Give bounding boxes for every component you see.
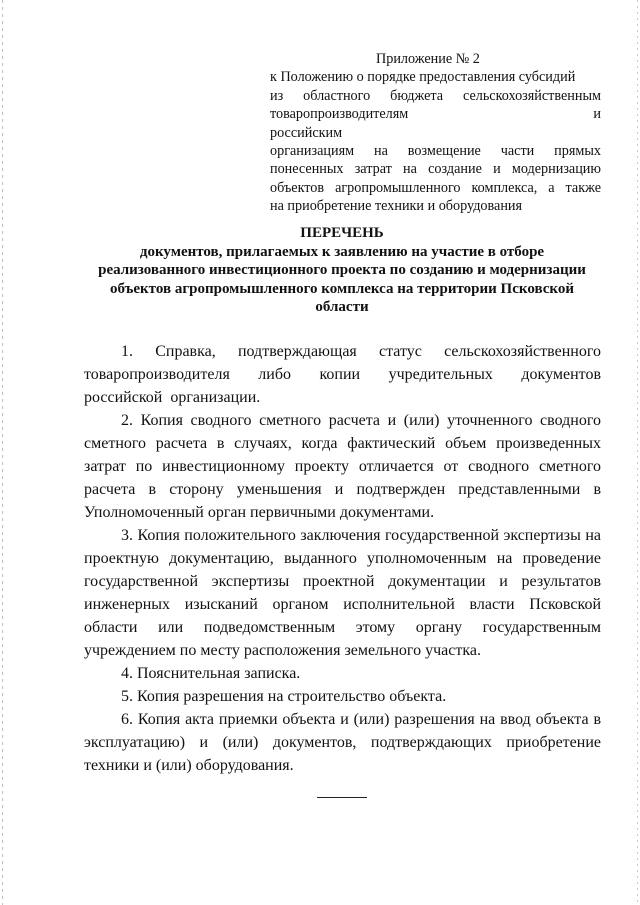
scan-edge-right xyxy=(637,0,638,905)
list-item-1: 1. Справка, подтверждающая статус сельскохозяйственного товаропроизводителя либо копии учредительных документов российской организации. xyxy=(84,343,601,406)
heading-line: объектов агропромышленного комплекса на территории Псковской xyxy=(110,280,574,297)
list-item-6: 6. Копия акта приемки объекта и (или) разрешения на ввод объекта в эксплуатацию) и (или) документов, подтверждающих приобретение техники и (или) оборудования. xyxy=(84,711,601,774)
scan-edge-left xyxy=(2,0,3,905)
document-heading xyxy=(80,224,604,317)
annex-line: объектов агропромышленного комплекса, а также xyxy=(270,179,601,196)
heading-title: ПЕРЕЧЕНЬ xyxy=(300,225,384,241)
annex-line: понесенных затрат на создание и модернизацию xyxy=(270,161,601,178)
annex-line: к Положению о порядке предоставления субсидий xyxy=(270,69,576,86)
list-item-4: 4. Пояснительная записка. xyxy=(121,665,301,682)
document-body xyxy=(84,340,601,777)
annex-line: организациям на возмещение части прямых xyxy=(270,143,601,160)
heading-line: документов, прилагаемых к заявлению на участие в отборе xyxy=(139,243,545,260)
annex-line: товаропроизводителям и российским xyxy=(270,106,601,141)
list-item-2: 2. Копия сводного сметного расчета и (или) уточненного сводного сметного расчета в случаях, когда фактический объем произведенных затрат по инвестиционному проекту отличается от сводного сметного расчета в сторону уменьшения и подтвержден представленными в Уполномоченный орган первичными документами. xyxy=(84,412,601,521)
closing-divider xyxy=(317,797,367,798)
annex-line: из областного бюджета сельскохозяйственным xyxy=(270,87,601,104)
list-item-5: 5. Копия разрешения на строительство объекта. xyxy=(121,688,447,705)
annex-block xyxy=(270,50,601,216)
annex-line: на приобретение техники и оборудования xyxy=(270,198,523,215)
annex-reference xyxy=(270,68,601,215)
heading-line: реализованного инвестиционного проекта по созданию и модернизации xyxy=(98,262,586,279)
heading-line: области xyxy=(315,299,369,316)
list-item-3: 3. Копия положительного заключения государственной экспертизы на проектную документацию, выданного уполномоченным на проведение государственной экспертизы проектной документации и результатов инженерных изысканий органом исполнительной власти Псковской области или подведомственным этому органу государственным учреждением по месту расположения земельного участка. xyxy=(84,527,601,659)
annex-title: Приложение № 2 xyxy=(376,51,480,67)
